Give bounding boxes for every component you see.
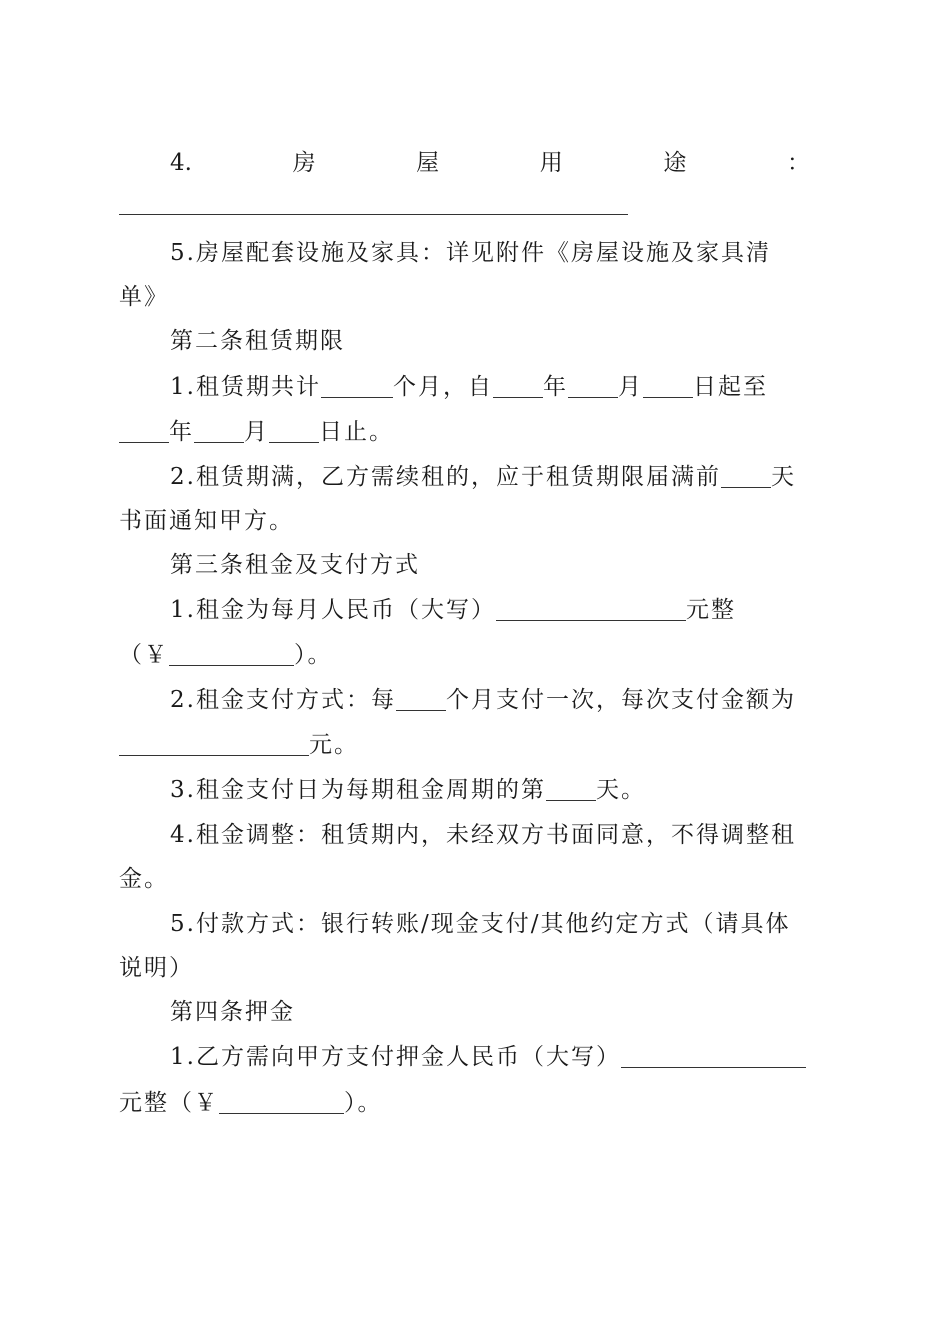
end-month-blank[interactable] xyxy=(194,420,244,443)
rent-amount-blank[interactable] xyxy=(169,643,294,666)
art3-item1-line2: （￥ ）。 xyxy=(119,642,333,668)
spread-char: 用 xyxy=(539,150,563,176)
deposit-amount-blank[interactable] xyxy=(219,1091,344,1114)
art2-item2-line2: 书面通知甲方。 xyxy=(119,508,294,534)
pay-amount-blank[interactable] xyxy=(119,733,309,756)
start-month-blank[interactable] xyxy=(568,375,618,398)
pay-interval-blank[interactable] xyxy=(396,688,446,711)
spread-char: 屋 xyxy=(416,150,440,176)
article-2-heading: 第二条租赁期限 xyxy=(170,328,345,354)
art2-item1-line2: 年 月 日止。 xyxy=(119,417,823,447)
art3-item2-line1: 2.租金支付方式：每 个月支付一次，每次支付金额为 xyxy=(170,687,796,713)
art3-item5-line1: 5.付款方式：银行转账/现金支付/其他约定方式（请具体 xyxy=(170,911,791,937)
item-5-facilities-line2: 单》 xyxy=(119,284,169,310)
end-year-blank[interactable] xyxy=(119,420,169,443)
spread-char: 房 xyxy=(292,150,316,176)
item-4-house-use xyxy=(170,148,810,178)
art2-item1-line1: 1.租赁期共计 个月，自 年 月 日起至 xyxy=(170,374,768,400)
rent-words-blank[interactable] xyxy=(496,598,686,621)
spread-char: 途 xyxy=(663,150,687,176)
art3-item2-line2: 元。 xyxy=(119,730,823,760)
colon: ： xyxy=(787,150,810,176)
item-5-facilities-line1: 5.房屋配套设施及家具：详见附件《房屋设施及家具清 xyxy=(170,240,771,266)
art3-item3: 3.租金支付日为每期租金周期的第 天。 xyxy=(170,777,646,803)
notice-days-blank[interactable] xyxy=(721,465,771,488)
start-day-blank[interactable] xyxy=(643,375,693,398)
art3-item5-line2: 说明） xyxy=(119,955,194,981)
art4-item1-line2: 元整（￥ ）。 xyxy=(119,1090,383,1116)
pay-day-blank[interactable] xyxy=(546,778,596,801)
art2-item2-line1: 2.租赁期满，乙方需续租的，应于租赁期限届满前 天 xyxy=(170,464,796,490)
item-number: 4. xyxy=(170,150,192,176)
months-blank[interactable] xyxy=(321,375,393,398)
house-use-blank[interactable] xyxy=(119,214,628,215)
art3-item1-line1: 1.租金为每月人民币（大写） 元整 xyxy=(170,597,736,623)
article-3-heading: 第三条租金及支付方式 xyxy=(170,552,420,578)
end-day-blank[interactable] xyxy=(269,420,319,443)
art4-item1-line1: 1.乙方需向甲方支付押金人民币（大写） xyxy=(119,1042,823,1072)
deposit-words-blank[interactable] xyxy=(621,1045,806,1068)
art3-item4-line2: 金。 xyxy=(119,866,169,892)
start-year-blank[interactable] xyxy=(493,375,543,398)
article-4-heading: 第四条押金 xyxy=(170,999,295,1025)
art3-item4-line1: 4.租金调整：租赁期内，未经双方书面同意，不得调整租 xyxy=(170,822,796,848)
